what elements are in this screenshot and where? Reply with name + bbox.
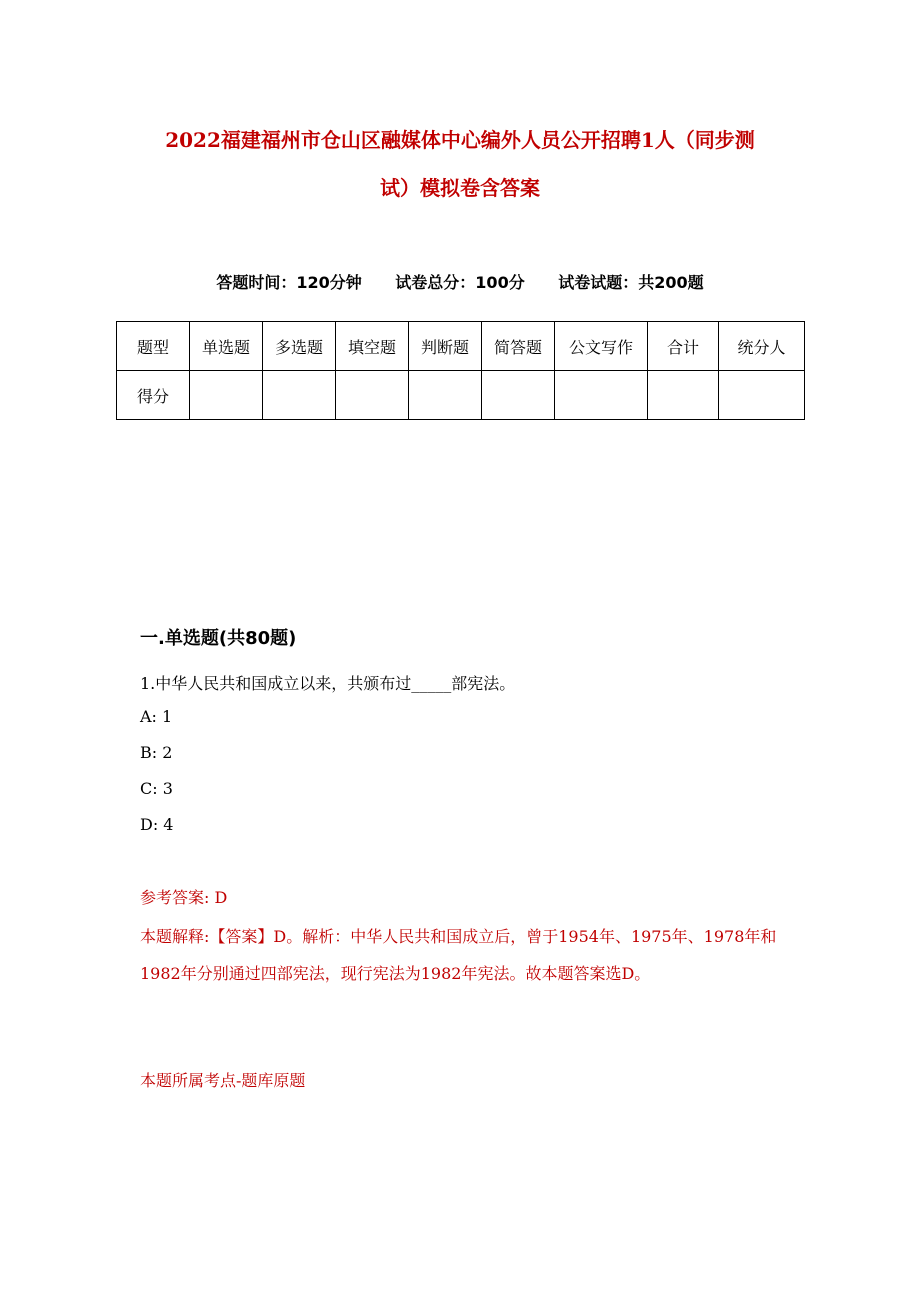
score-table-header-row <box>117 322 805 371</box>
exam-time: 答题时间：120分钟 <box>216 273 362 292</box>
question-stem: 1.中华人民共和国成立以来，共颁布过_____部宪法。 <box>140 674 516 693</box>
header-cell: 填空题 <box>336 322 409 371</box>
doc-title-line-1: 2022福建福州市仓山区融媒体中心编外人员公开招聘1人（同步测 <box>165 128 755 152</box>
score-cell <box>190 371 263 420</box>
doc-title-line-2: 试）模拟卷含答案 <box>380 176 540 200</box>
exam-total-score: 试卷总分：100分 <box>395 273 525 292</box>
score-cell <box>555 371 648 420</box>
option-b: B: 2 <box>140 743 173 762</box>
score-cell <box>648 371 719 420</box>
answer-explanation: 本题解释:【答案】D。解析：中华人民共和国成立后，曾于1954年、1975年、1978年和1982年分别通过四部宪法，现行宪法为1982年宪法。故本题答案选D。 <box>140 927 777 983</box>
option-c: C: 3 <box>140 779 173 798</box>
reference-answer: 参考答案: D <box>140 888 228 907</box>
header-cell: 判断题 <box>409 322 482 371</box>
score-table-score-row <box>117 371 805 420</box>
header-cell: 统分人 <box>719 322 805 371</box>
topic-source: 本题所属考点-题库原题 <box>140 1071 306 1090</box>
score-cell <box>336 371 409 420</box>
score-cell <box>263 371 336 420</box>
score-cell <box>719 371 805 420</box>
row-label: 得分 <box>117 371 190 420</box>
header-cell: 题型 <box>117 322 190 371</box>
header-cell: 合计 <box>648 322 719 371</box>
header-cell: 公文写作 <box>555 322 648 371</box>
option-a: A: 1 <box>140 707 173 726</box>
exam-meta <box>0 270 920 293</box>
header-cell: 单选题 <box>190 322 263 371</box>
section-title: 一.单选题(共80题) <box>140 628 297 649</box>
score-cell <box>482 371 555 420</box>
exam-question-count: 试卷试题：共200题 <box>558 273 704 292</box>
score-table <box>116 321 805 420</box>
score-cell <box>409 371 482 420</box>
header-cell: 多选题 <box>263 322 336 371</box>
header-cell: 简答题 <box>482 322 555 371</box>
option-d: D: 4 <box>140 815 174 834</box>
